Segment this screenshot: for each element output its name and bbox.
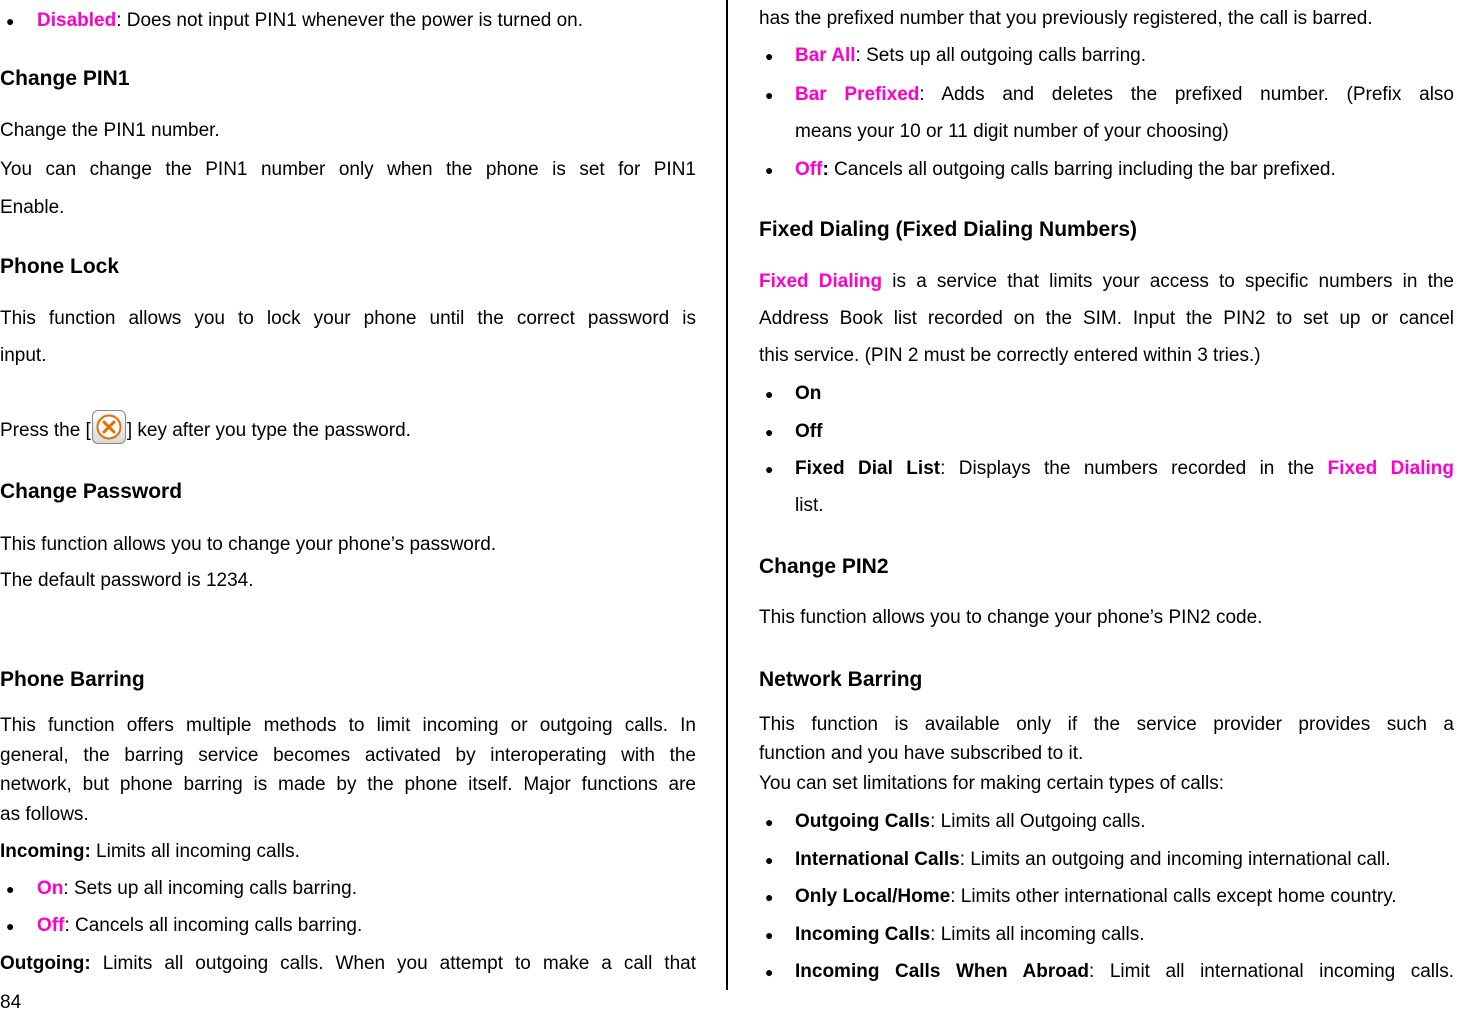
bar-all-item: Bar All: Sets up all outgoing calls barring.: [795, 45, 1146, 66]
change-password-text: This function allows you to change your phone’s password.: [0, 534, 497, 555]
bullet-icon: ●: [765, 964, 774, 980]
phone-lock-text: input.: [0, 345, 47, 366]
bar-prefixed-item: Bar Prefixed: Adds and deletes the prefixed number. (Prefix also: [795, 84, 1454, 105]
bullet-icon: ●: [765, 48, 774, 64]
bullet-icon: ●: [6, 918, 15, 934]
change-pin2-heading: Change PIN2: [759, 555, 889, 578]
bullet-icon: ●: [765, 889, 774, 905]
bar-prefixed-item: means your 10 or 11 digit number of your choosing): [795, 121, 1229, 142]
bullet-icon: ●: [765, 814, 774, 830]
fixed-dialing-heading: Fixed Dialing (Fixed Dialing Numbers): [759, 218, 1138, 241]
phone-barring-text: network, but phone barring is made by the phone itself. Major functions are: [0, 774, 696, 795]
incoming-line: Incoming: Limits all incoming calls.: [0, 841, 300, 862]
change-pin1-text: You can change the PIN1 number only when the phone is set for PIN1: [0, 159, 696, 180]
network-barring-text: function and you have subscribed to it.: [759, 743, 1084, 764]
fixed-dial-list-item: Fixed Dial List: Displays the numbers recorded in the Fixed Dialing: [795, 458, 1454, 479]
barring-continued: has the prefixed number that you previously registered, the call is barred.: [759, 8, 1373, 29]
change-pin1-heading: Change PIN1: [0, 67, 130, 90]
outgoing-line: Outgoing: Limits all outgoing calls. When you attempt to make a call that: [0, 953, 696, 974]
bullet-icon: ●: [6, 13, 15, 29]
network-item: Incoming Calls When Abroad: Limit all international incoming calls.: [795, 961, 1455, 982]
network-item: Outgoing Calls: Limits all Outgoing calls.: [795, 811, 1146, 832]
fixed-dialing-text: this service. (PIN 2 must be correctly entered within 3 tries.): [759, 345, 1261, 366]
phone-barring-text: general, the barring service becomes activated by interoperating with the: [0, 745, 696, 766]
network-item: International Calls: Limits an outgoing and incoming international call.: [795, 849, 1391, 870]
bullet-icon: ●: [765, 162, 774, 178]
column-divider: [726, 0, 728, 990]
bullet-icon: ●: [765, 386, 774, 402]
incoming-off-item: Off: Cancels all incoming calls barring.: [37, 915, 363, 936]
phone-lock-heading: Phone Lock: [0, 255, 120, 278]
network-item: Only Local/Home: Limits other international calls except home country.: [795, 886, 1397, 907]
phone-barring-text: This function offers multiple methods to limit incoming or outgoing calls. In: [0, 715, 696, 736]
bullet-icon: ●: [765, 87, 774, 103]
phone-barring-heading: Phone Barring: [0, 668, 145, 691]
fixed-dialing-text: Address Book list recorded on the SIM. Input the PIN2 to set up or cancel: [759, 308, 1454, 329]
x-key-icon: [92, 410, 126, 444]
bullet-icon: ●: [765, 852, 774, 868]
phone-lock-text: This function allows you to lock your phone until the correct password is: [0, 308, 696, 329]
change-pin2-text: This function allows you to change your phone’s PIN2 code.: [759, 607, 1263, 628]
fixed-dialing-text: Fixed Dialing is a service that limits your access to specific numbers in the: [759, 271, 1454, 292]
change-password-heading: Change Password: [0, 480, 183, 503]
phone-barring-text: as follows.: [0, 804, 89, 825]
network-item: Incoming Calls: Limits all incoming calls.: [795, 924, 1145, 945]
bullet-icon: ●: [6, 881, 15, 897]
phone-lock-press: Press the [ ] key after you type the password.: [0, 410, 411, 444]
bullet-icon: ●: [765, 424, 774, 440]
change-pin1-text: Change the PIN1 number.: [0, 120, 220, 141]
bullet-icon: ●: [765, 927, 774, 943]
change-pin1-text: Enable.: [0, 197, 65, 218]
page-number: 84: [0, 992, 22, 1013]
network-barring-heading: Network Barring: [759, 668, 923, 691]
incoming-on-item: On: Sets up all incoming calls barring.: [37, 878, 357, 899]
disabled-item: Disabled: Does not input PIN1 whenever the power is turned on.: [37, 10, 584, 31]
change-password-text: The default password is 1234.: [0, 570, 254, 591]
network-barring-text: This function is available only if the service provider provides such a: [759, 714, 1454, 735]
network-barring-text: You can set limitations for making certain types of calls:: [759, 773, 1225, 794]
fixed-dial-list-item: list.: [795, 495, 824, 516]
fixed-dialing-on: On: [795, 383, 822, 404]
bullet-icon: ●: [765, 461, 774, 477]
fixed-dialing-off: Off: [795, 421, 823, 442]
outgoing-off-item: Off: Cancels all outgoing calls barring including the bar prefixed.: [795, 159, 1336, 180]
